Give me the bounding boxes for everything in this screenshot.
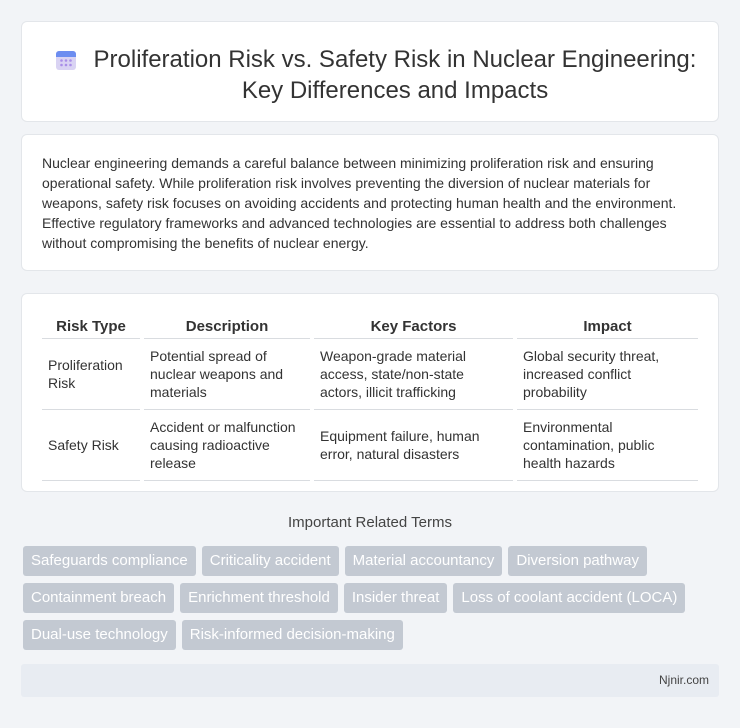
- tag-containment-breach[interactable]: Containment breach: [23, 583, 174, 613]
- comparison-table: [42, 316, 698, 481]
- tag-material-accountancy[interactable]: Material accountancy: [345, 546, 503, 576]
- intro-paragraph: Nuclear engineering demands a careful balance between minimizing proliferation risk and ensuring operational safety. While proliferation risk involves preventing the diversion of nuclear materials for weapons, safety risk focuses on avoiding accidents and protecting human health and the environment. Effective regulatory frameworks and advanced technologies are essential to address both challenges without compromising the benefits of nuclear energy.: [42, 155, 677, 251]
- table-row: [42, 338, 698, 409]
- cell-description: Accident or malfunction causing radioactive release: [142, 409, 312, 480]
- cell-risk-type: Proliferation Risk: [42, 338, 142, 409]
- footer: [21, 664, 719, 697]
- cell-risk-type: Safety Risk: [42, 409, 142, 480]
- intro-card: [21, 134, 719, 271]
- table-row: [42, 409, 698, 480]
- tag-loss-of-coolant-accident[interactable]: Loss of coolant accident (LOCA): [453, 583, 685, 613]
- header-risk-type: Risk Type: [42, 316, 142, 338]
- tag-criticality-accident[interactable]: Criticality accident: [202, 546, 339, 576]
- tag-risk-informed-decision-making[interactable]: Risk-informed decision-making: [182, 620, 403, 650]
- footer-site-link[interactable]: Njnir.com: [658, 673, 709, 687]
- page-title: Proliferation Risk vs. Safety Risk in Nuclear Engineering: Key Differences and Impacts: [93, 46, 697, 104]
- tag-diversion-pathway[interactable]: Diversion pathway: [508, 546, 647, 576]
- header-key-factors: Key Factors: [312, 316, 515, 338]
- comparison-table-card: [21, 293, 719, 492]
- header-impact: Impact: [515, 316, 698, 338]
- related-terms-title: Important Related Terms: [288, 514, 452, 531]
- cell-impact: Environmental contamination, public health hazards: [515, 409, 698, 480]
- tag-safeguards-compliance[interactable]: Safeguards compliance: [23, 546, 196, 576]
- header-description: Description: [142, 316, 312, 338]
- tag-enrichment-threshold[interactable]: Enrichment threshold: [180, 583, 338, 613]
- tag-insider-threat[interactable]: Insider threat: [344, 583, 448, 613]
- tag-dual-use-technology[interactable]: Dual-use technology: [23, 620, 176, 650]
- table-header-row: [42, 316, 698, 338]
- title-card: [21, 21, 719, 122]
- related-terms-list: [23, 546, 713, 650]
- cell-description: Potential spread of nuclear weapons and materials: [142, 338, 312, 409]
- cell-key-factors: Weapon-grade material access, state/non-state actors, illicit trafficking: [312, 338, 515, 409]
- cell-key-factors: Equipment failure, human error, natural disasters: [312, 409, 515, 480]
- cell-impact: Global security threat, increased conflict probability: [515, 338, 698, 409]
